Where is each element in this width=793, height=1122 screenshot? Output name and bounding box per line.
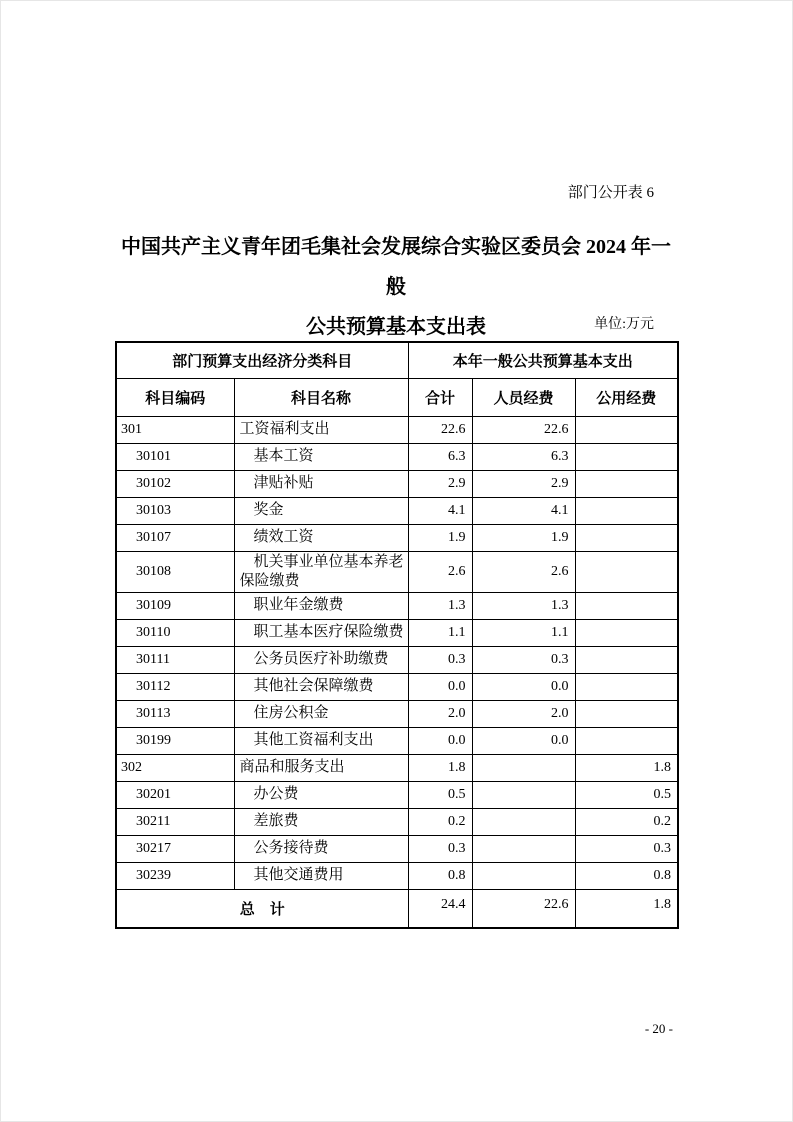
total-amount-cell: 2.9 xyxy=(408,470,472,497)
budget-table xyxy=(115,341,679,929)
header-basic-expenditure: 本年一般公共预算基本支出 xyxy=(408,342,678,378)
total-amount-cell: 6.3 xyxy=(408,443,472,470)
subject-code-cell: 30108 xyxy=(116,551,234,592)
subject-code-cell: 30211 xyxy=(116,808,234,835)
total-amount-cell: 0.3 xyxy=(408,835,472,862)
public-amount-cell xyxy=(575,416,678,443)
table-row xyxy=(116,754,678,781)
subject-code-cell: 301 xyxy=(116,416,234,443)
table-row xyxy=(116,727,678,754)
table-row xyxy=(116,781,678,808)
subject-code-cell: 30107 xyxy=(116,524,234,551)
total-row xyxy=(116,889,678,928)
public-amount-cell xyxy=(575,619,678,646)
table-row xyxy=(116,524,678,551)
subject-name-cell: 其他工资福利支出 xyxy=(234,727,408,754)
subject-code-cell: 30103 xyxy=(116,497,234,524)
public-amount-cell: 0.5 xyxy=(575,781,678,808)
total-amount-cell: 2.6 xyxy=(408,551,472,592)
subject-name-cell: 其他社会保障缴费 xyxy=(234,673,408,700)
subject-code-cell: 30101 xyxy=(116,443,234,470)
subject-code-cell: 30239 xyxy=(116,862,234,889)
table-row xyxy=(116,416,678,443)
subject-name-cell: 职业年金缴费 xyxy=(234,592,408,619)
table-row xyxy=(116,835,678,862)
table-row xyxy=(116,497,678,524)
col-header-subject-name: 科目名称 xyxy=(234,378,408,416)
subject-name-cell: 差旅费 xyxy=(234,808,408,835)
col-header-personnel: 人员经费 xyxy=(472,378,575,416)
table-column-header-row xyxy=(116,378,678,416)
page-title-line2: 公共预算基本支出表 xyxy=(306,316,486,338)
total-amount-cell: 1.3 xyxy=(408,592,472,619)
budget-table-wrap xyxy=(115,341,679,929)
personnel-amount-cell: 2.0 xyxy=(472,700,575,727)
personnel-amount-cell: 0.3 xyxy=(472,646,575,673)
subject-name-cell: 奖金 xyxy=(234,497,408,524)
page-title-line1: 中国共产主义青年团毛集社会发展综合实验区委员会 2024 年一般 xyxy=(121,236,671,298)
subject-code-cell: 30113 xyxy=(116,700,234,727)
personnel-amount-cell: 0.0 xyxy=(472,727,575,754)
total-amount-cell: 0.0 xyxy=(408,727,472,754)
table-row xyxy=(116,551,678,592)
public-amount-cell xyxy=(575,592,678,619)
header-classification-subject: 部门预算支出经济分类科目 xyxy=(116,342,408,378)
total-amount-cell: 0.3 xyxy=(408,646,472,673)
public-amount-cell xyxy=(575,443,678,470)
public-amount-cell xyxy=(575,673,678,700)
public-amount-cell xyxy=(575,727,678,754)
subject-code-cell: 30112 xyxy=(116,673,234,700)
table-row xyxy=(116,592,678,619)
total-amount-cell: 0.0 xyxy=(408,673,472,700)
subject-code-cell: 30199 xyxy=(116,727,234,754)
table-row xyxy=(116,700,678,727)
subject-name-cell: 机关事业单位基本养老保险缴费 xyxy=(234,551,408,592)
subject-name-cell: 基本工资 xyxy=(234,443,408,470)
personnel-amount-cell: 1.3 xyxy=(472,592,575,619)
subject-name-cell: 商品和服务支出 xyxy=(234,754,408,781)
col-header-public: 公用经费 xyxy=(575,378,678,416)
personnel-amount-cell xyxy=(472,781,575,808)
table-row xyxy=(116,470,678,497)
table-row xyxy=(116,619,678,646)
personnel-amount-cell: 0.0 xyxy=(472,673,575,700)
subject-code-cell: 30102 xyxy=(116,470,234,497)
total-amount-cell: 1.8 xyxy=(408,754,472,781)
subject-name-cell: 公务员医疗补助缴费 xyxy=(234,646,408,673)
table-row xyxy=(116,443,678,470)
personnel-amount-cell: 2.9 xyxy=(472,470,575,497)
personnel-amount-cell xyxy=(472,835,575,862)
personnel-amount-cell: 1.9 xyxy=(472,524,575,551)
total-amount-cell: 24.4 xyxy=(408,889,472,928)
table-body xyxy=(116,416,678,889)
col-header-subject-code: 科目编码 xyxy=(116,378,234,416)
public-amount-cell xyxy=(575,497,678,524)
subject-code-cell: 30111 xyxy=(116,646,234,673)
personnel-amount-cell: 1.1 xyxy=(472,619,575,646)
subject-code-cell: 302 xyxy=(116,754,234,781)
personnel-amount-cell: 22.6 xyxy=(472,416,575,443)
total-amount-cell: 1.9 xyxy=(408,524,472,551)
public-amount-cell xyxy=(575,524,678,551)
total-amount-cell: 0.2 xyxy=(408,808,472,835)
page-number: - 20 - xyxy=(644,1021,673,1036)
personnel-amount-cell xyxy=(472,862,575,889)
total-amount-cell: 0.8 xyxy=(408,862,472,889)
total-amount-cell: 2.0 xyxy=(408,700,472,727)
total-amount-cell: 22.6 xyxy=(408,416,472,443)
personnel-amount-cell xyxy=(472,808,575,835)
subject-code-cell: 30201 xyxy=(116,781,234,808)
public-amount-cell xyxy=(575,470,678,497)
subject-name-cell: 绩效工资 xyxy=(234,524,408,551)
table-header-group-row xyxy=(116,342,678,378)
public-amount-cell xyxy=(575,551,678,592)
personnel-amount-cell: 2.6 xyxy=(472,551,575,592)
subject-code-cell: 30217 xyxy=(116,835,234,862)
subject-name-cell: 住房公积金 xyxy=(234,700,408,727)
table-row xyxy=(116,862,678,889)
subject-code-cell: 30109 xyxy=(116,592,234,619)
public-amount-cell xyxy=(575,646,678,673)
total-amount-cell: 1.1 xyxy=(408,619,472,646)
public-amount-cell xyxy=(575,700,678,727)
subject-name-cell: 公务接待费 xyxy=(234,835,408,862)
table-row xyxy=(116,646,678,673)
total-amount-cell: 0.5 xyxy=(408,781,472,808)
subject-name-cell: 工资福利支出 xyxy=(234,416,408,443)
col-header-total: 合计 xyxy=(408,378,472,416)
personnel-amount-cell: 4.1 xyxy=(472,497,575,524)
public-amount-cell: 0.8 xyxy=(575,862,678,889)
table-row xyxy=(116,808,678,835)
subject-name-cell: 职工基本医疗保险缴费 xyxy=(234,619,408,646)
unit-label: 单位:万元 xyxy=(594,317,654,332)
total-row-label: 总 计 xyxy=(116,889,408,928)
subject-name-cell: 津贴补贴 xyxy=(234,470,408,497)
subject-code-cell: 30110 xyxy=(116,619,234,646)
total-personnel-cell: 22.6 xyxy=(472,889,575,928)
corner-label: 部门公开表 6 xyxy=(567,185,654,201)
total-public-cell: 1.8 xyxy=(575,889,678,928)
total-amount-cell: 4.1 xyxy=(408,497,472,524)
public-amount-cell: 0.3 xyxy=(575,835,678,862)
subject-name-cell: 办公费 xyxy=(234,781,408,808)
personnel-amount-cell xyxy=(472,754,575,781)
subject-name-cell: 其他交通费用 xyxy=(234,862,408,889)
public-amount-cell: 1.8 xyxy=(575,754,678,781)
public-amount-cell: 0.2 xyxy=(575,808,678,835)
personnel-amount-cell: 6.3 xyxy=(472,443,575,470)
table-row xyxy=(116,673,678,700)
